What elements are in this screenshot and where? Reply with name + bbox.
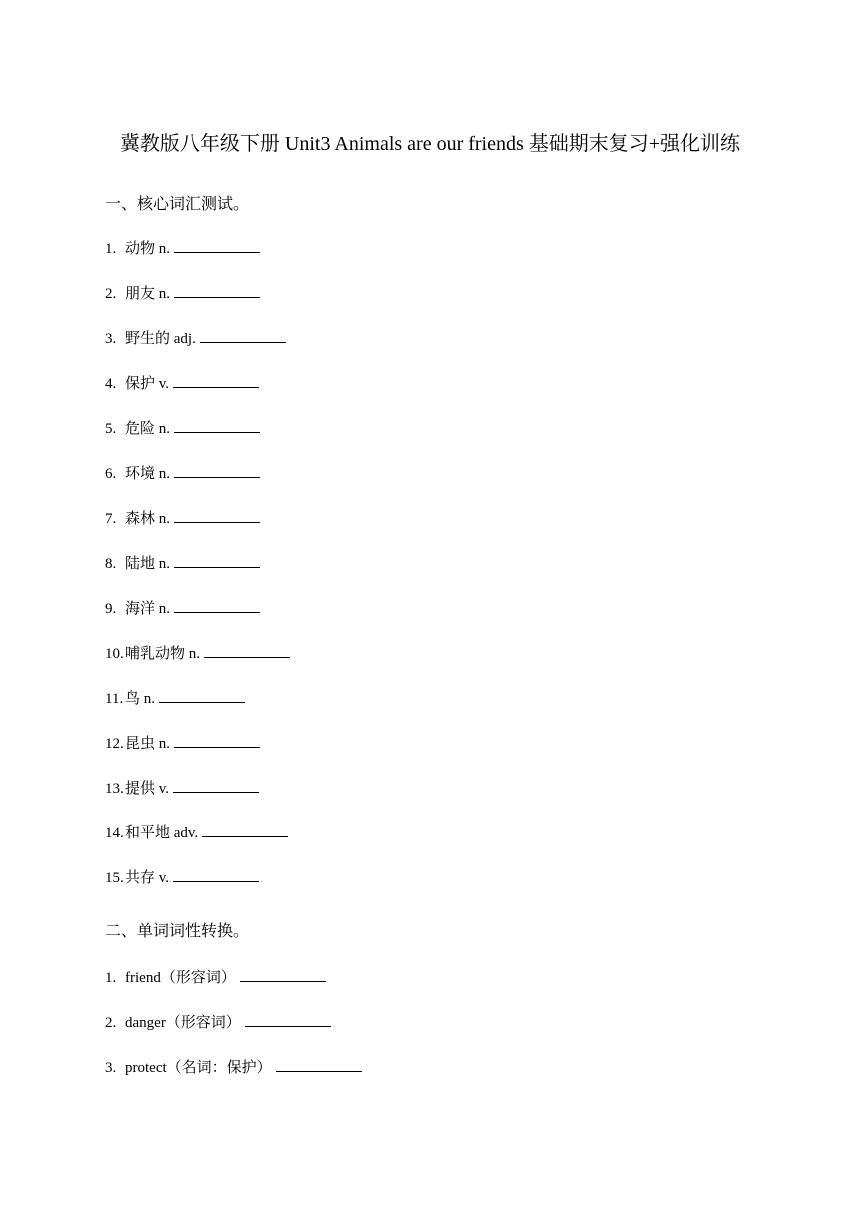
answer-blank[interactable] bbox=[240, 967, 326, 982]
word-form-item bbox=[105, 967, 326, 989]
vocab-item bbox=[105, 867, 259, 889]
item-number: 14. bbox=[105, 825, 124, 841]
answer-blank[interactable] bbox=[174, 553, 260, 568]
answer-blank[interactable] bbox=[174, 463, 260, 478]
item-prompt: 环境 n. bbox=[125, 466, 171, 482]
item-prompt: 共存 v. bbox=[125, 870, 170, 886]
vocab-item bbox=[105, 238, 260, 260]
answer-blank[interactable] bbox=[276, 1057, 362, 1072]
item-prompt: 哺乳动物 n. bbox=[125, 646, 201, 662]
item-number: 5. bbox=[105, 421, 117, 437]
item-prompt: friend（形容词） bbox=[125, 970, 236, 986]
answer-blank[interactable] bbox=[200, 328, 286, 343]
word-form-item bbox=[105, 1057, 362, 1079]
answer-blank[interactable] bbox=[174, 418, 260, 433]
item-number: 12. bbox=[105, 736, 124, 752]
vocab-item bbox=[105, 463, 260, 485]
page-title: 冀教版八年级下册 Unit3 Animals are our friends 基础期末复习+强化训练 bbox=[119, 133, 741, 155]
item-number: 4. bbox=[105, 376, 117, 392]
answer-blank[interactable] bbox=[173, 778, 259, 793]
item-number: 1. bbox=[105, 970, 117, 986]
item-prompt: 鸟 n. bbox=[125, 691, 156, 707]
vocab-item bbox=[105, 508, 260, 530]
item-number: 6. bbox=[105, 466, 117, 482]
answer-blank[interactable] bbox=[174, 508, 260, 523]
word-form-item bbox=[105, 1012, 331, 1034]
item-number: 10. bbox=[105, 646, 124, 662]
item-prompt: 野生的 adj. bbox=[125, 331, 196, 347]
item-number: 9. bbox=[105, 601, 117, 617]
item-prompt: 提供 v. bbox=[125, 781, 170, 797]
item-prompt: danger（形容词） bbox=[125, 1015, 241, 1031]
vocab-item bbox=[105, 643, 290, 665]
vocab-item bbox=[105, 373, 259, 395]
answer-blank[interactable] bbox=[204, 643, 290, 658]
item-prompt: 昆虫 n. bbox=[125, 736, 171, 752]
vocab-item bbox=[105, 283, 260, 305]
section-heading-vocabulary: 一、核心词汇测试。 bbox=[105, 194, 250, 213]
vocab-item bbox=[105, 688, 245, 710]
vocab-item bbox=[105, 553, 260, 575]
item-prompt: 森林 n. bbox=[125, 511, 171, 527]
answer-blank[interactable] bbox=[174, 283, 260, 298]
item-prompt: 陆地 n. bbox=[125, 556, 171, 572]
item-number: 11. bbox=[105, 691, 124, 707]
item-number: 13. bbox=[105, 781, 124, 797]
vocab-item bbox=[105, 418, 260, 440]
vocab-item bbox=[105, 598, 260, 620]
item-prompt: 保护 v. bbox=[125, 376, 170, 392]
item-number: 2. bbox=[105, 286, 117, 302]
answer-blank[interactable] bbox=[174, 598, 260, 613]
item-number: 1. bbox=[105, 241, 117, 257]
item-prompt: 海洋 n. bbox=[125, 601, 171, 617]
item-prompt: 动物 n. bbox=[125, 241, 171, 257]
answer-blank[interactable] bbox=[174, 733, 260, 748]
item-number: 7. bbox=[105, 511, 117, 527]
answer-blank[interactable] bbox=[173, 373, 259, 388]
item-number: 2. bbox=[105, 1015, 117, 1031]
answer-blank[interactable] bbox=[173, 867, 259, 882]
section-heading-word-forms: 二、单词词性转换。 bbox=[105, 921, 250, 940]
item-number: 3. bbox=[105, 1060, 117, 1076]
item-number: 8. bbox=[105, 556, 117, 572]
vocab-item bbox=[105, 733, 260, 755]
answer-blank[interactable] bbox=[245, 1012, 331, 1027]
answer-blank[interactable] bbox=[174, 238, 260, 253]
vocab-item bbox=[105, 822, 288, 844]
answer-blank[interactable] bbox=[159, 688, 245, 703]
item-number: 15. bbox=[105, 870, 124, 886]
item-prompt: 和平地 adv. bbox=[125, 825, 199, 841]
vocab-item bbox=[105, 778, 259, 800]
item-number: 3. bbox=[105, 331, 117, 347]
vocab-item bbox=[105, 328, 286, 350]
item-prompt: 危险 n. bbox=[125, 421, 171, 437]
item-prompt: 朋友 n. bbox=[125, 286, 171, 302]
item-prompt: protect（名词：保护） bbox=[125, 1060, 272, 1076]
answer-blank[interactable] bbox=[202, 822, 288, 837]
